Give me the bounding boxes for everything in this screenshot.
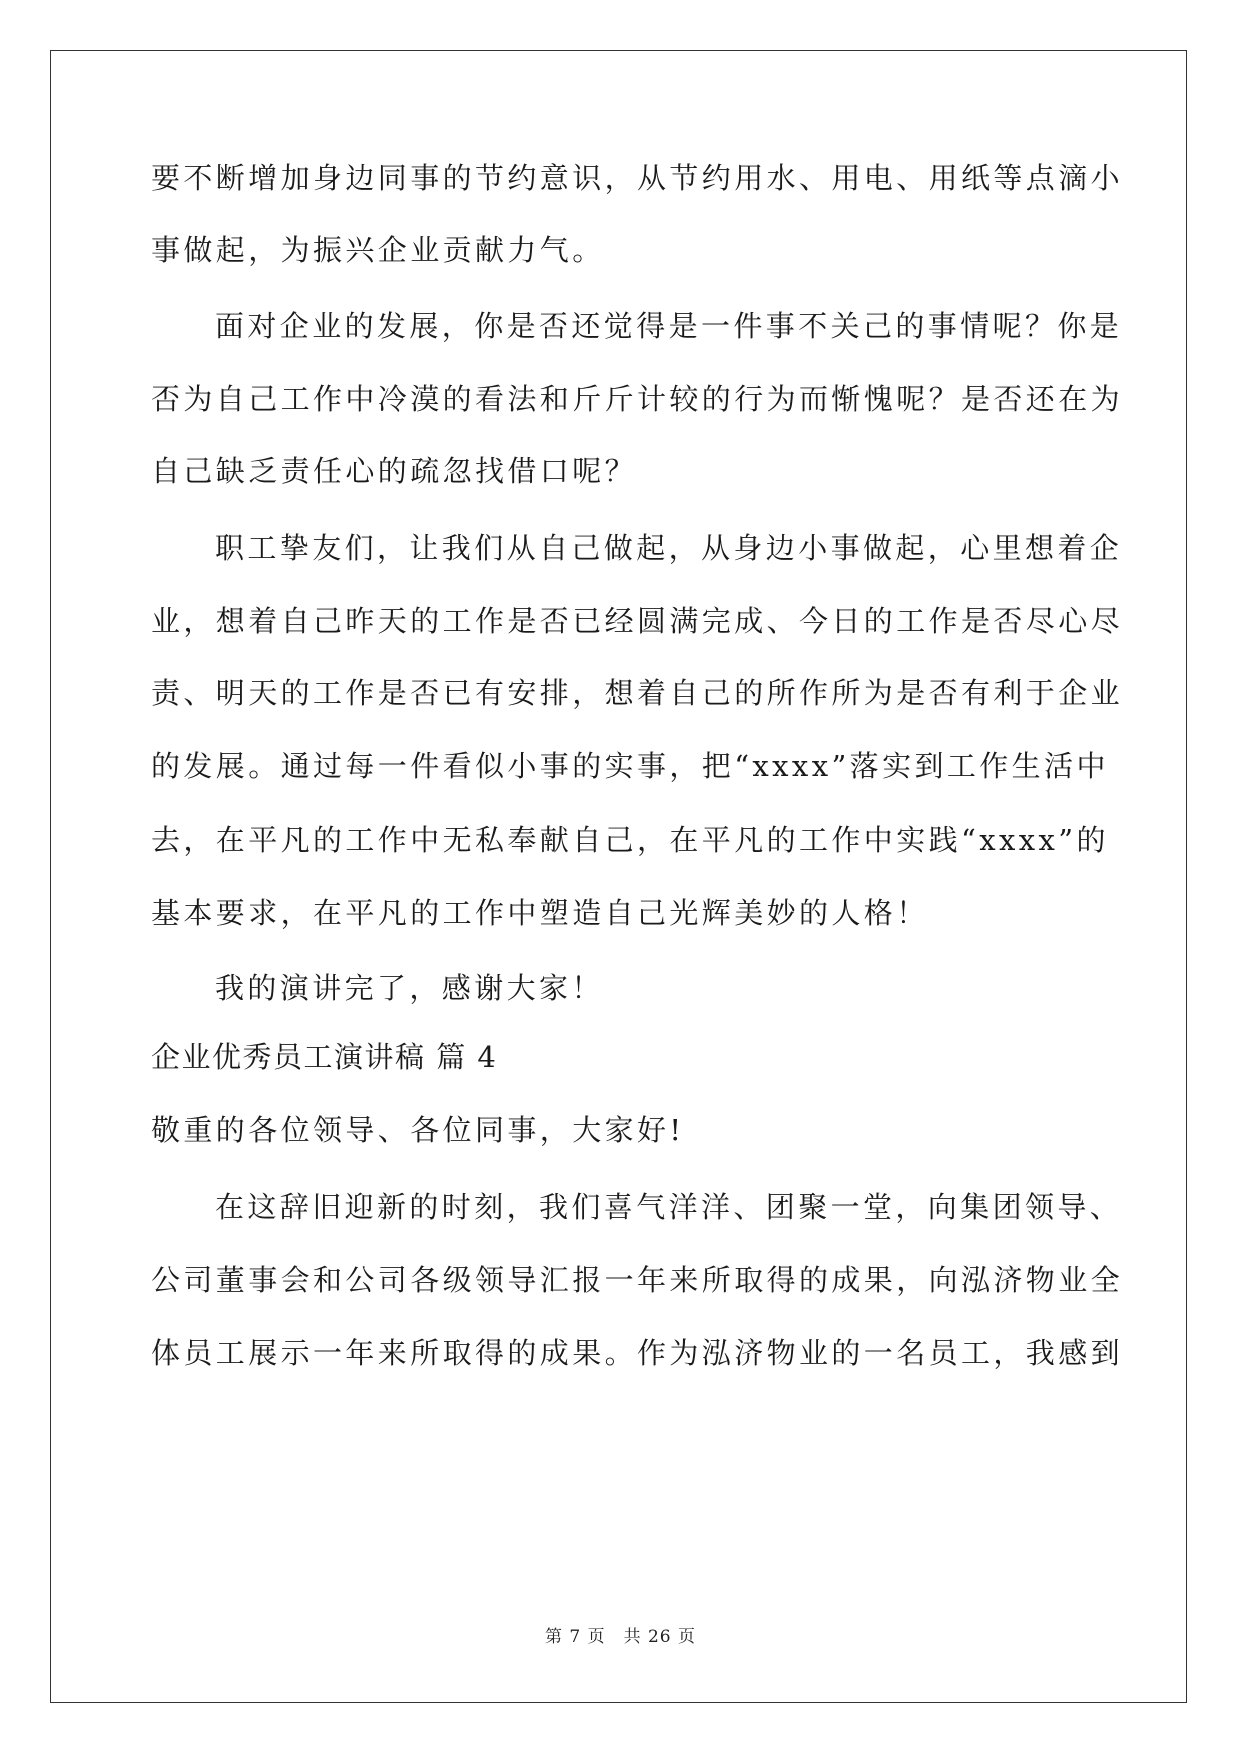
paragraph-line: 要不断增加身边同事的节约意识，从节约用水、用电、用纸等点滴小 bbox=[151, 161, 1124, 195]
paragraph-line: 自己缺乏责任心的疏忽找借口呢？ bbox=[151, 454, 638, 488]
page-border bbox=[50, 50, 1187, 1703]
section-heading: 企业优秀员工演讲稿 篇 4 bbox=[151, 1040, 498, 1074]
paragraph-line: 公司董事会和公司各级领导汇报一年来所取得的成果，向泓济物业全 bbox=[151, 1263, 1124, 1297]
paragraph-line: 否为自己工作中冷漠的看法和斤斤计较的行为而惭愧呢？是否还在为 bbox=[151, 382, 1124, 416]
paragraph-line: 责、明天的工作是否已有安排，想着自己的所作所为是否有利于企业 bbox=[151, 676, 1124, 710]
paragraph-line: 的发展。通过每一件看似小事的实事，把“xxxx”落实到工作生活中 bbox=[151, 749, 1109, 783]
paragraph-line: 体员工展示一年来所取得的成果。作为泓济物业的一名员工，我感到 bbox=[151, 1336, 1124, 1370]
paragraph-line: 我的演讲完了，感谢大家！ bbox=[215, 971, 604, 1005]
paragraph-line: 事做起，为振兴企业贡献力气。 bbox=[151, 233, 605, 267]
salutation-line: 敬重的各位领导、各位同事，大家好! bbox=[151, 1113, 685, 1147]
paragraph-line: 职工挚友们，让我们从自己做起，从身边小事做起，心里想着企 bbox=[215, 531, 1123, 565]
paragraph-line: 去，在平凡的工作中无私奉献自己，在平凡的工作中实践“xxxx”的 bbox=[151, 823, 1109, 857]
page-number-footer: 第 7 页 共 26 页 bbox=[544, 1627, 697, 1647]
paragraph-line: 面对企业的发展，你是否还觉得是一件事不关己的事情呢？你是 bbox=[215, 309, 1123, 343]
paragraph-line: 基本要求，在平凡的工作中塑造自己光辉美妙的人格！ bbox=[151, 896, 929, 930]
paragraph-line: 业，想着自己昨天的工作是否已经圆满完成、今日的工作是否尽心尽 bbox=[151, 604, 1124, 638]
paragraph-line: 在这辞旧迎新的时刻，我们喜气洋洋、团聚一堂，向集团领导、 bbox=[215, 1190, 1123, 1224]
